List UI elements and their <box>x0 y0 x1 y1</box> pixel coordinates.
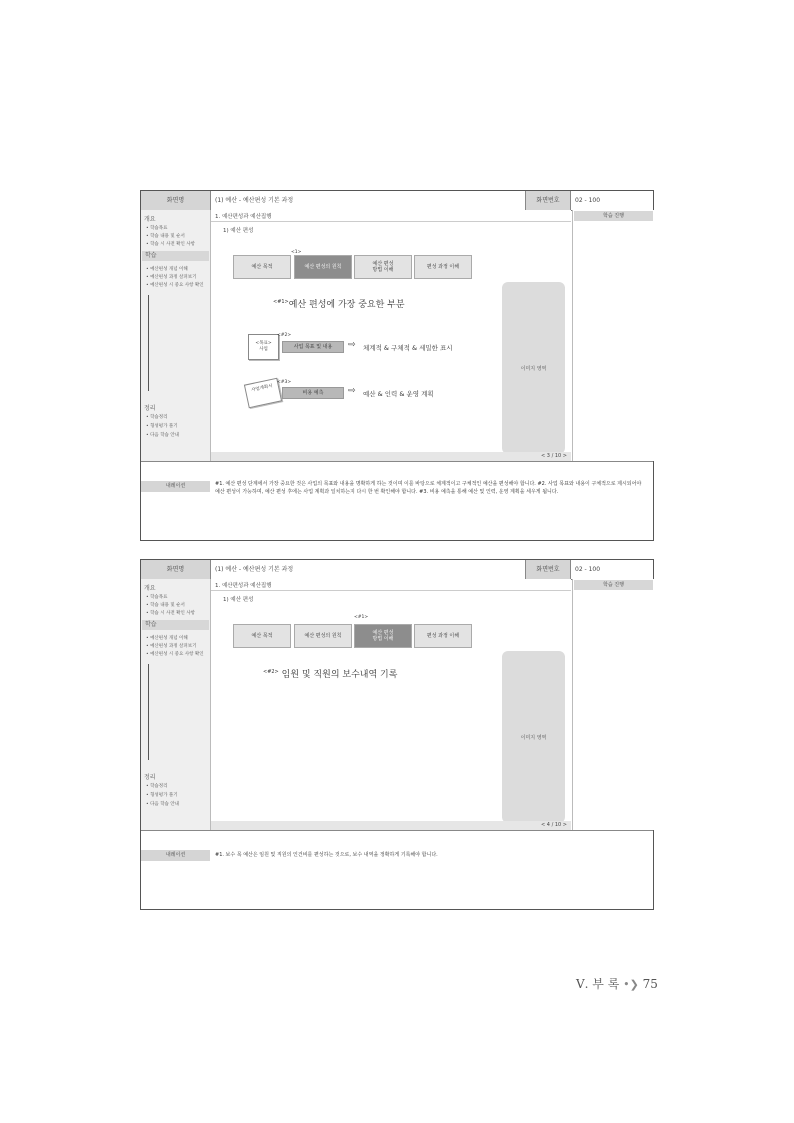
cost-pill: 비용 예측 <box>282 387 344 399</box>
content-title: 1. 예산편성과 예산집행 <box>215 583 272 589</box>
page-indicator[interactable]: < 3 / 10 > <box>541 453 567 459</box>
row-marker: <#3> <box>277 380 292 385</box>
main-content <box>211 210 571 461</box>
nav-item[interactable]: • 예산편성 개념 이해 <box>146 636 188 641</box>
progress-button[interactable]: 학습 진행 <box>574 211 653 221</box>
page-indicator[interactable]: < 4 / 10 > <box>541 822 567 828</box>
tab-purpose[interactable]: 예산 목적 <box>233 255 291 279</box>
divider <box>211 221 571 222</box>
narration-label: 내레이션 <box>141 850 210 861</box>
row-marker: <#2> <box>277 333 292 338</box>
image-panel: 이미지 영역 <box>502 282 565 454</box>
nav-item[interactable]: • 형성평가 풀기 <box>146 793 178 798</box>
nav-item[interactable]: • 학습목표 <box>146 226 168 231</box>
tab-purpose[interactable]: 예산 목적 <box>233 624 291 648</box>
right-panel <box>572 579 654 830</box>
page-bar <box>211 821 571 830</box>
header-label: 화면명 <box>141 560 211 579</box>
row-text: 예산 & 인력 & 운영 계획 <box>363 390 434 398</box>
nav-item[interactable]: • 예산편성 개념 이해 <box>146 267 188 272</box>
page-footer <box>576 975 658 992</box>
header-title: (1) 예산 - 예산편성 기본 과정 <box>215 566 294 573</box>
nav-item[interactable]: • 예산편성 과정 살펴보기 <box>146 275 197 280</box>
nav-item[interactable]: • 형성평가 풀기 <box>146 424 178 429</box>
sub-title: 1) 예산 편성 <box>223 228 254 234</box>
nav-section-summary: 정리 <box>144 774 156 781</box>
tab-marker: <#1> <box>354 615 369 620</box>
headline-marker: <#1> <box>273 299 289 305</box>
right-panel <box>572 210 654 461</box>
headline-text: 임원 및 직원의 보수내역 기록 <box>281 670 398 680</box>
divider <box>141 461 653 462</box>
tab-marker: <1> <box>291 250 302 255</box>
nav-item[interactable]: • 예산편성 시 중요 사항 확인 <box>146 283 204 288</box>
page-number: 75 <box>642 977 658 991</box>
nav-item[interactable]: • 학습 시 사전 확인 사항 <box>146 242 195 247</box>
arrow-right-icon: ⇨ <box>348 386 356 396</box>
arrow-right-icon: ⇨ <box>348 340 356 350</box>
nav-section-overview: 개요 <box>144 585 156 592</box>
header-screen-label: 화면번호 <box>525 191 571 210</box>
nav-item[interactable]: • 학습정리 <box>146 415 168 420</box>
divider <box>211 590 571 591</box>
nav-section-learning: 학습 <box>142 251 209 261</box>
divider <box>141 830 653 831</box>
tab-methods[interactable]: 예산 편성 방법 이해 <box>354 624 412 648</box>
nav-section-learning: 학습 <box>142 620 209 630</box>
header-screen-number: 02 - 100 <box>575 566 601 573</box>
storyboard-panel-2 <box>140 559 654 910</box>
chapter-label: Ⅴ. 부 록 <box>576 977 620 991</box>
headline <box>273 297 405 310</box>
nav-item[interactable]: • 학습 시 사전 확인 사항 <box>146 611 195 616</box>
nav-divider <box>148 664 149 760</box>
header-label: 화면명 <box>141 191 211 210</box>
header-title: (1) 예산 - 예산편성 기본 과정 <box>215 197 294 204</box>
nav-item[interactable]: • 학습 내용 및 순서 <box>146 603 185 608</box>
nav-item[interactable]: • 예산편성 과정 살펴보기 <box>146 644 197 649</box>
nav-item[interactable]: • 예산편성 시 중요 사항 확인 <box>146 652 204 657</box>
storyboard-panel-1 <box>140 190 654 541</box>
left-navigation <box>141 579 211 830</box>
chevron-right-icon: •❯ <box>623 978 639 991</box>
storyboard-header <box>141 560 653 580</box>
nav-item[interactable]: • 학습목표 <box>146 595 168 600</box>
plan-document-card: 사업계획서 <box>244 378 282 409</box>
image-panel: 이미지 영역 <box>502 651 565 823</box>
nav-item[interactable]: • 학습정리 <box>146 784 168 789</box>
row-text: 체계적 & 구체적 & 세밀한 표시 <box>363 344 453 352</box>
nav-item[interactable]: • 다음 학습 안내 <box>146 433 180 438</box>
headline-text: 예산 편성에 가장 중요한 부분 <box>288 300 405 310</box>
tab-process[interactable]: 편성 과정 이해 <box>414 624 472 648</box>
headline <box>263 667 397 680</box>
tab-methods[interactable]: 예산 편성 방법 이해 <box>354 255 412 279</box>
tab-principles[interactable]: 예산 편성의 원칙 <box>294 624 352 648</box>
narration-text: #1. 보수 목 예산은 임원 및 직원의 인건비를 편성하는 것으로, 보수 내역을 정확하게 기록해야 합니다. <box>215 852 438 858</box>
header-screen-number: 02 - 100 <box>575 197 601 204</box>
nav-divider <box>148 295 149 391</box>
nav-section-summary: 정리 <box>144 405 156 412</box>
headline-marker: <#2> <box>263 669 279 675</box>
tab-process[interactable]: 편성 과정 이해 <box>414 255 472 279</box>
storyboard-header <box>141 191 653 211</box>
nav-item[interactable]: • 다음 학습 안내 <box>146 802 180 807</box>
content-title: 1. 예산편성과 예산집행 <box>215 214 272 220</box>
nav-item[interactable]: • 학습 내용 및 순서 <box>146 234 185 239</box>
progress-button[interactable]: 학습 진행 <box>574 580 653 590</box>
page-bar <box>211 452 571 461</box>
narration-label: 내레이션 <box>141 481 210 492</box>
nav-section-overview: 개요 <box>144 216 156 223</box>
left-navigation <box>141 210 211 461</box>
tab-principles[interactable]: 예산 편성의 원칙 <box>294 255 352 279</box>
main-content <box>211 579 571 830</box>
narration-text: #1. 예산 편성 단계에서 가장 중요한 것은 사업의 목표와 내용을 명확하게 하는 것이며 이를 바탕으로 체계적이고 구체적인 예산을 편성해야 합니다. #2. 사업 목표와 내용이 구체적으로 제시되어야 예산 편성이 가능하며, 예산 편성 후에는 사업 계획과 일치하는지 다시 한 번 확인해야 합니다. #3. 비용 예측을 통해 예산 및 인력, 운영 계획을 세우게 됩니다. <box>215 481 642 495</box>
sub-title: 1) 예산 편성 <box>223 597 254 603</box>
goal-card: <목표> 사업 <box>248 334 279 360</box>
goal-pill: 사업 목표 및 내용 <box>282 341 344 353</box>
header-screen-label: 화면번호 <box>525 560 571 579</box>
